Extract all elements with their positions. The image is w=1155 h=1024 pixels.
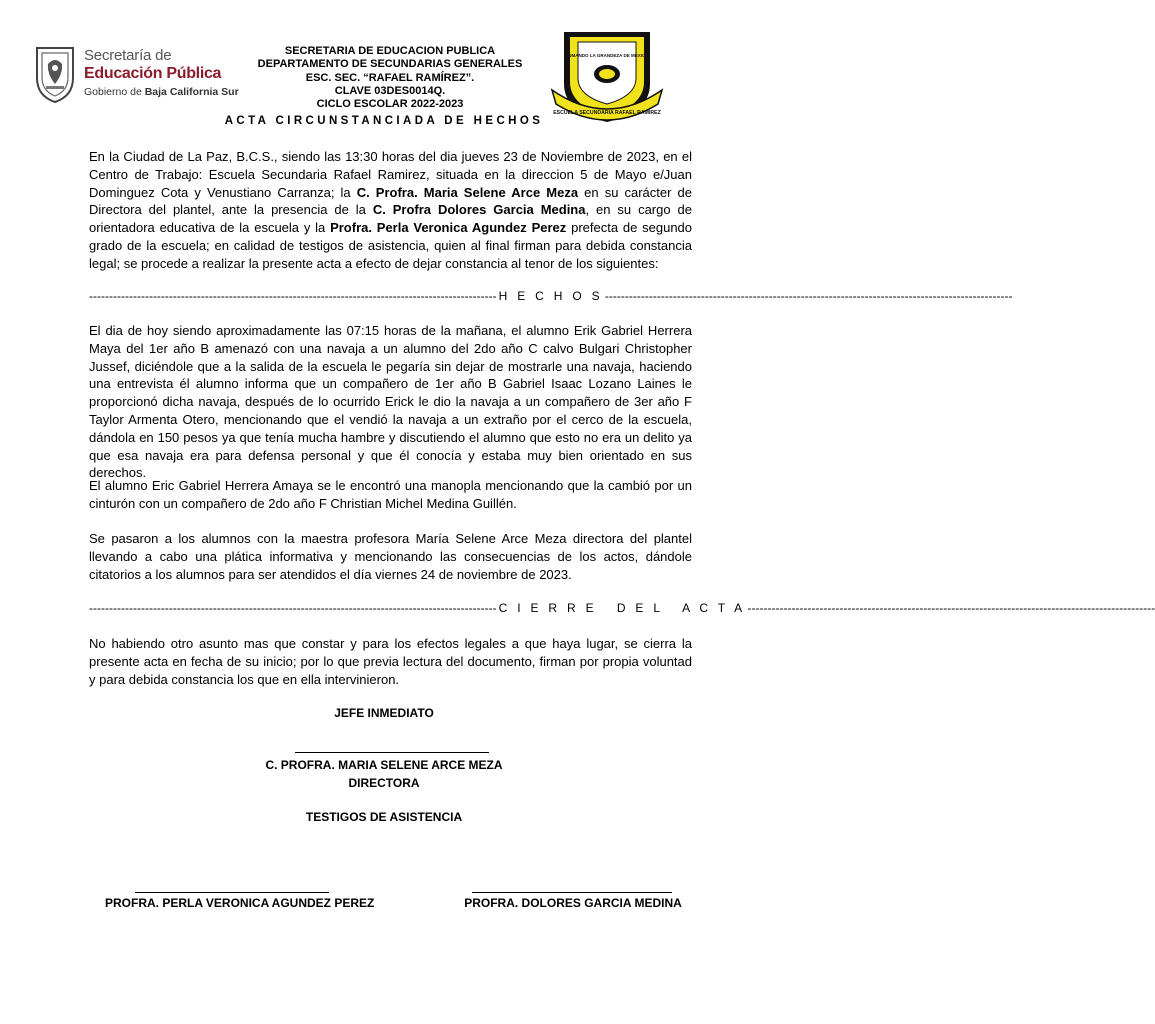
witness-left-name: PROFRA. PERLA VERONICA AGUNDEZ PEREZ (105, 896, 375, 910)
school-crest-logo (548, 24, 666, 126)
logo-line-3: Gobierno de Baja California Sur (84, 86, 239, 98)
crest-inner-text: SUMANDO LA GRANDEZA DE MEXICO (565, 53, 649, 58)
testigos-label: TESTIGOS DE ASISTENCIA (305, 810, 463, 824)
bcs-shield-icon (34, 44, 76, 104)
cierre-label: C I E R R E D E L A C T A (498, 601, 746, 615)
prefecta-name-inline: Profra. Perla Veronica Agundez Perez (330, 220, 567, 236)
hechos-paragraph-1: El dia de hoy siendo aproximadamente las 07:15 horas de la mañana, el alumno Erik Gabriel Herrera Maya del 1er año B amenazó con una navaja a un alumno del 2do año C calvo Bulgari Christopher Jussef, diciéndole que a la salida de la escuela le pegaría sin dejar de mostrarle una navaja, haciendo una entrevista él alumno informa que un compañero de 1er año B Gabriel Isaac Lozano Laines le proporcionó dicha navaja, después de lo ocurrido Erick le dio la navaja a un compañero de 3er año F Taylor Armenta Otero, mencionando que el vendió la navaja a un extraño por el cerco de la escuela, dándola en 150 pesos ya que tenía mucha hambre y discutiendo el alumno que esto no era un delito ya que esa navaja era para defensa personal y que él conocía y estaba muy bien orientado en sus derechos. (89, 323, 692, 481)
director-name: C. PROFRA. MARIA SELENE ARCE MEZA (265, 758, 503, 772)
hechos-paragraph-3: Se pasaron a los alumnos con la maestra profesora María Selene Arce Meza directora del plantel llevando a cabo una plática informativa y mencionando las consecuencias de los actos, dándole citatorios a los alumnos para ser atendidos el día viernes 24 de noviembre de 2023. (89, 531, 692, 582)
witness-right-name: PROFRA. DOLORES GARCIA MEDINA (464, 896, 682, 910)
cierre-separator: ------------------------------------------------------------------------------------------------------ C I E R R E D E L A C T A ------------------------------------------------------------------------------------------------------ (89, 601, 1155, 615)
school-crest-icon (548, 24, 666, 126)
director-role: DIRECTORA (348, 776, 420, 790)
director-signature-line (295, 752, 489, 753)
cierre-paragraph: No habiendo otro asunto mas que constar y para los efectos legales a que haya lugar, se cierra la presente acta en fecha de su inicio; por lo que previa lectura del documento, firman por propia voluntad y para debida constancia los que en ella intervinieron. (89, 636, 692, 687)
logo-line-2: Educación Pública (84, 65, 222, 82)
header-line-4: CLAVE 03DES0014Q. (334, 84, 446, 97)
witness-left-signature-line (135, 892, 329, 893)
jefe-inmediato-label: JEFE INMEDIATO (334, 706, 434, 720)
document-header (230, 45, 550, 111)
acta-title: ACTA CIRCUNSTANCIADA DE HECHOS (224, 115, 544, 127)
crest-ring-text: ESCUELA SECUNDARIA RAFAEL RAMIREZ (553, 110, 661, 116)
witness-right-signature-line (472, 892, 672, 893)
header-line-2: DEPARTAMENTO DE SECUNDARIAS GENERALES (257, 58, 523, 71)
hechos-paragraph-2: El alumno Eric Gabriel Herrera Amaya se le encontró una manopla mencionando que la cambió por un cinturón con un compañero de 2do año F Christian Michel Medina Guillén. (89, 478, 692, 511)
director-name-inline: C. Profra. Maria Selene Arce Meza (356, 184, 579, 200)
header-line-5: CICLO ESCOLAR 2022-2023 (316, 98, 464, 111)
header-line-3: ESC. SEC. “RAFAEL RAMÍREZ”. (305, 71, 475, 84)
hechos-label: H E C H O S (498, 289, 603, 303)
intro-paragraph: En la Ciudad de La Paz, B.C.S., siendo las 13:30 horas del dia jueves 23 de Noviembre de 2023, en el Centro de Trabajo: Escuela Secundaria Rafael Ramirez, situada en la direccion 5 de Mayo e/Juan Dominguez Cota y Venustiano Carranza; la C. Profra. Maria Selene Arce Meza en su carácter de Directora del plantel, ante la presencia de la C. Profra Dolores Garcia Medina, en su cargo de orientadora educativa de la escuela y la Profra. Perla Veronica Agundez Perez prefecta de segundo grado de la escuela; en calidad de testigos de asistencia, quien al final firman para debida constancia legal; se procede a realizar la presente acta a efecto de dejar constancia al tenor de los siguientes: (89, 149, 693, 271)
orientadora-name-inline: C. Profra Dolores Garcia Medina (372, 202, 586, 218)
sep-logo (34, 44, 239, 104)
header-line-1: SECRETARIA DE EDUCACION PUBLICA (284, 45, 496, 57)
hechos-separator: ------------------------------------------------------------------------------------------------------ H E C H O S ------------------------------------------------------------------------------------------------------ (89, 289, 1013, 303)
logo-line-1: Secretaría de (84, 47, 172, 64)
